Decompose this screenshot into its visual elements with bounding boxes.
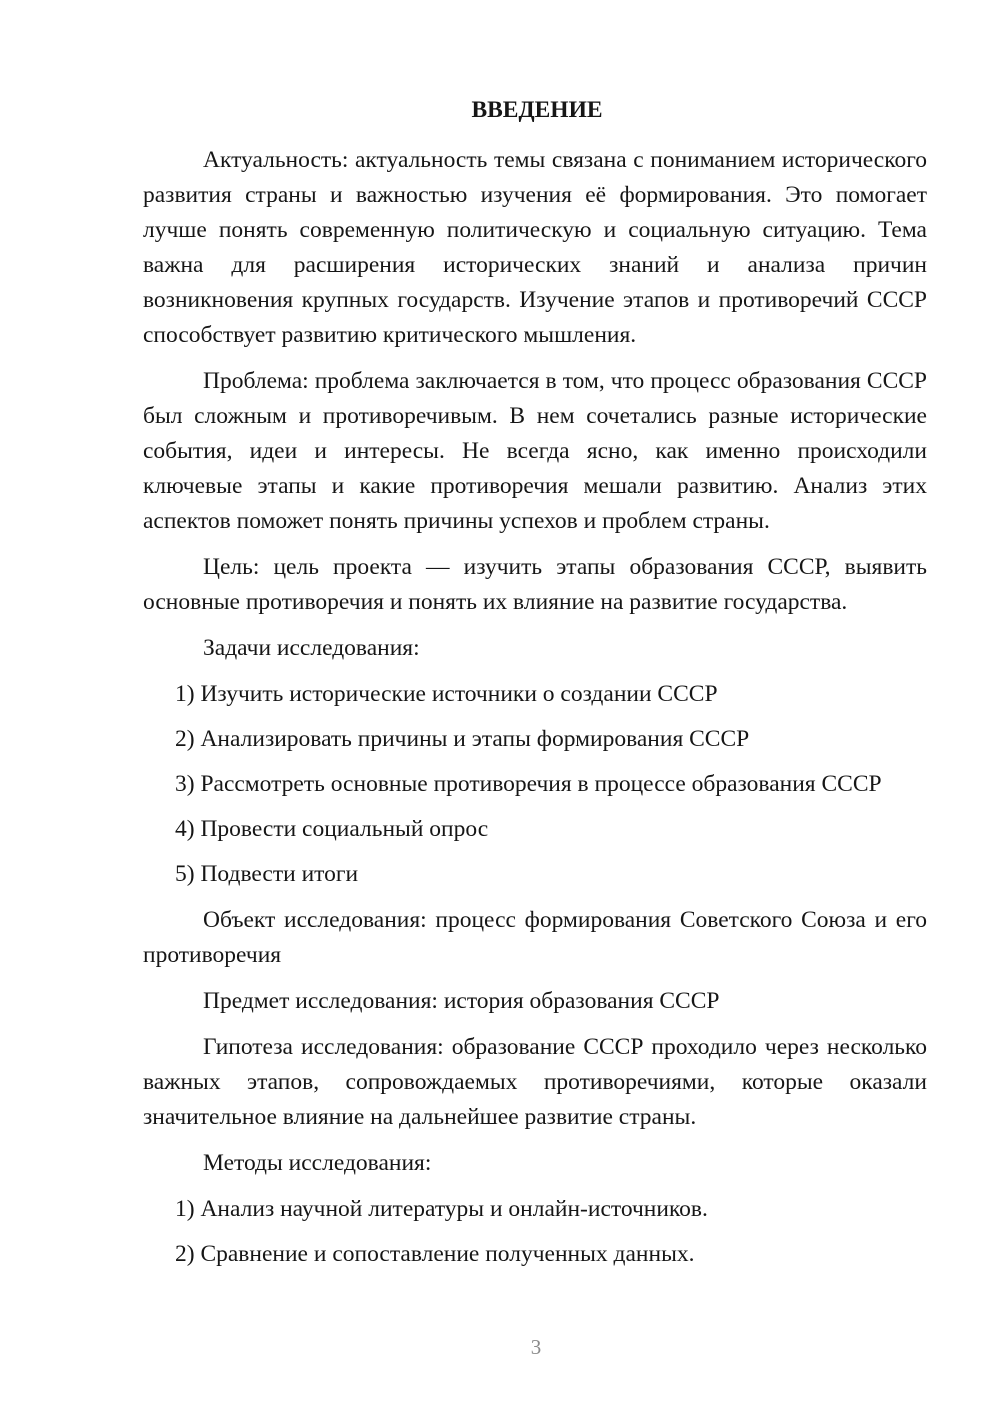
list-item: 2) Сравнение и сопоставление полученных данных. [175, 1241, 695, 1267]
list-item: 1) Анализ научной литературы и онлайн-источников. [175, 1196, 708, 1222]
list-item: 3) Рассмотреть основные противоречия в процессе образования СССР [175, 771, 882, 797]
page-number: 3 [530, 1335, 542, 1359]
list-item: 1) Изучить исторические источники о создании СССР [175, 681, 718, 707]
problem-paragraph: Проблема: проблема заключается в том, что процесс образования СССР был сложным и противоречивым. В нем сочетались разные исторические события, идеи и интересы. Не всегда ясно, как именно происходили ключевые этапы и какие противоречия мешали развитию. Анализ этих аспектов поможет понять причины успехов и проблем страны. [143, 368, 927, 534]
tasks-list [143, 677, 927, 892]
relevance-paragraph: Актуальность: актуальность темы связана с пониманием исторического развития страны и важностью изучения её формирования. Это помогает лучше понять современную политическую и социальную ситуацию. Тема важна для расширения исторических знаний и анализа причин возникновения крупных государств. Изучение этапов и противоречий СССР способствует развитию критического мышления. [143, 147, 927, 348]
page-title: ВВЕДЕНИЕ [471, 97, 603, 123]
methods-list [143, 1192, 927, 1272]
goal-paragraph: Цель: цель проекта — изучить этапы образования СССР, выявить основные противоречия и понять их влияние на развитие государства. [143, 554, 927, 615]
tasks-title: Задачи исследования: [203, 635, 420, 661]
list-item: 4) Провести социальный опрос [175, 816, 489, 842]
document-body [143, 95, 927, 1283]
hypothesis-paragraph: Гипотеза исследования: образование СССР проходило через несколько важных этапов, сопровождаемых противоречиями, которые оказали значительное влияние на дальнейшее развитие страны. [143, 1034, 927, 1130]
methods-title: Методы исследования: [203, 1150, 432, 1176]
object-paragraph: Объект исследования: процесс формирования Советского Союза и его противоречия [143, 907, 927, 968]
subject-paragraph: Предмет исследования: история образования СССР [203, 988, 720, 1014]
list-item: 2) Анализировать причины и этапы формирования СССР [175, 726, 750, 752]
list-item: 5) Подвести итоги [175, 861, 359, 887]
